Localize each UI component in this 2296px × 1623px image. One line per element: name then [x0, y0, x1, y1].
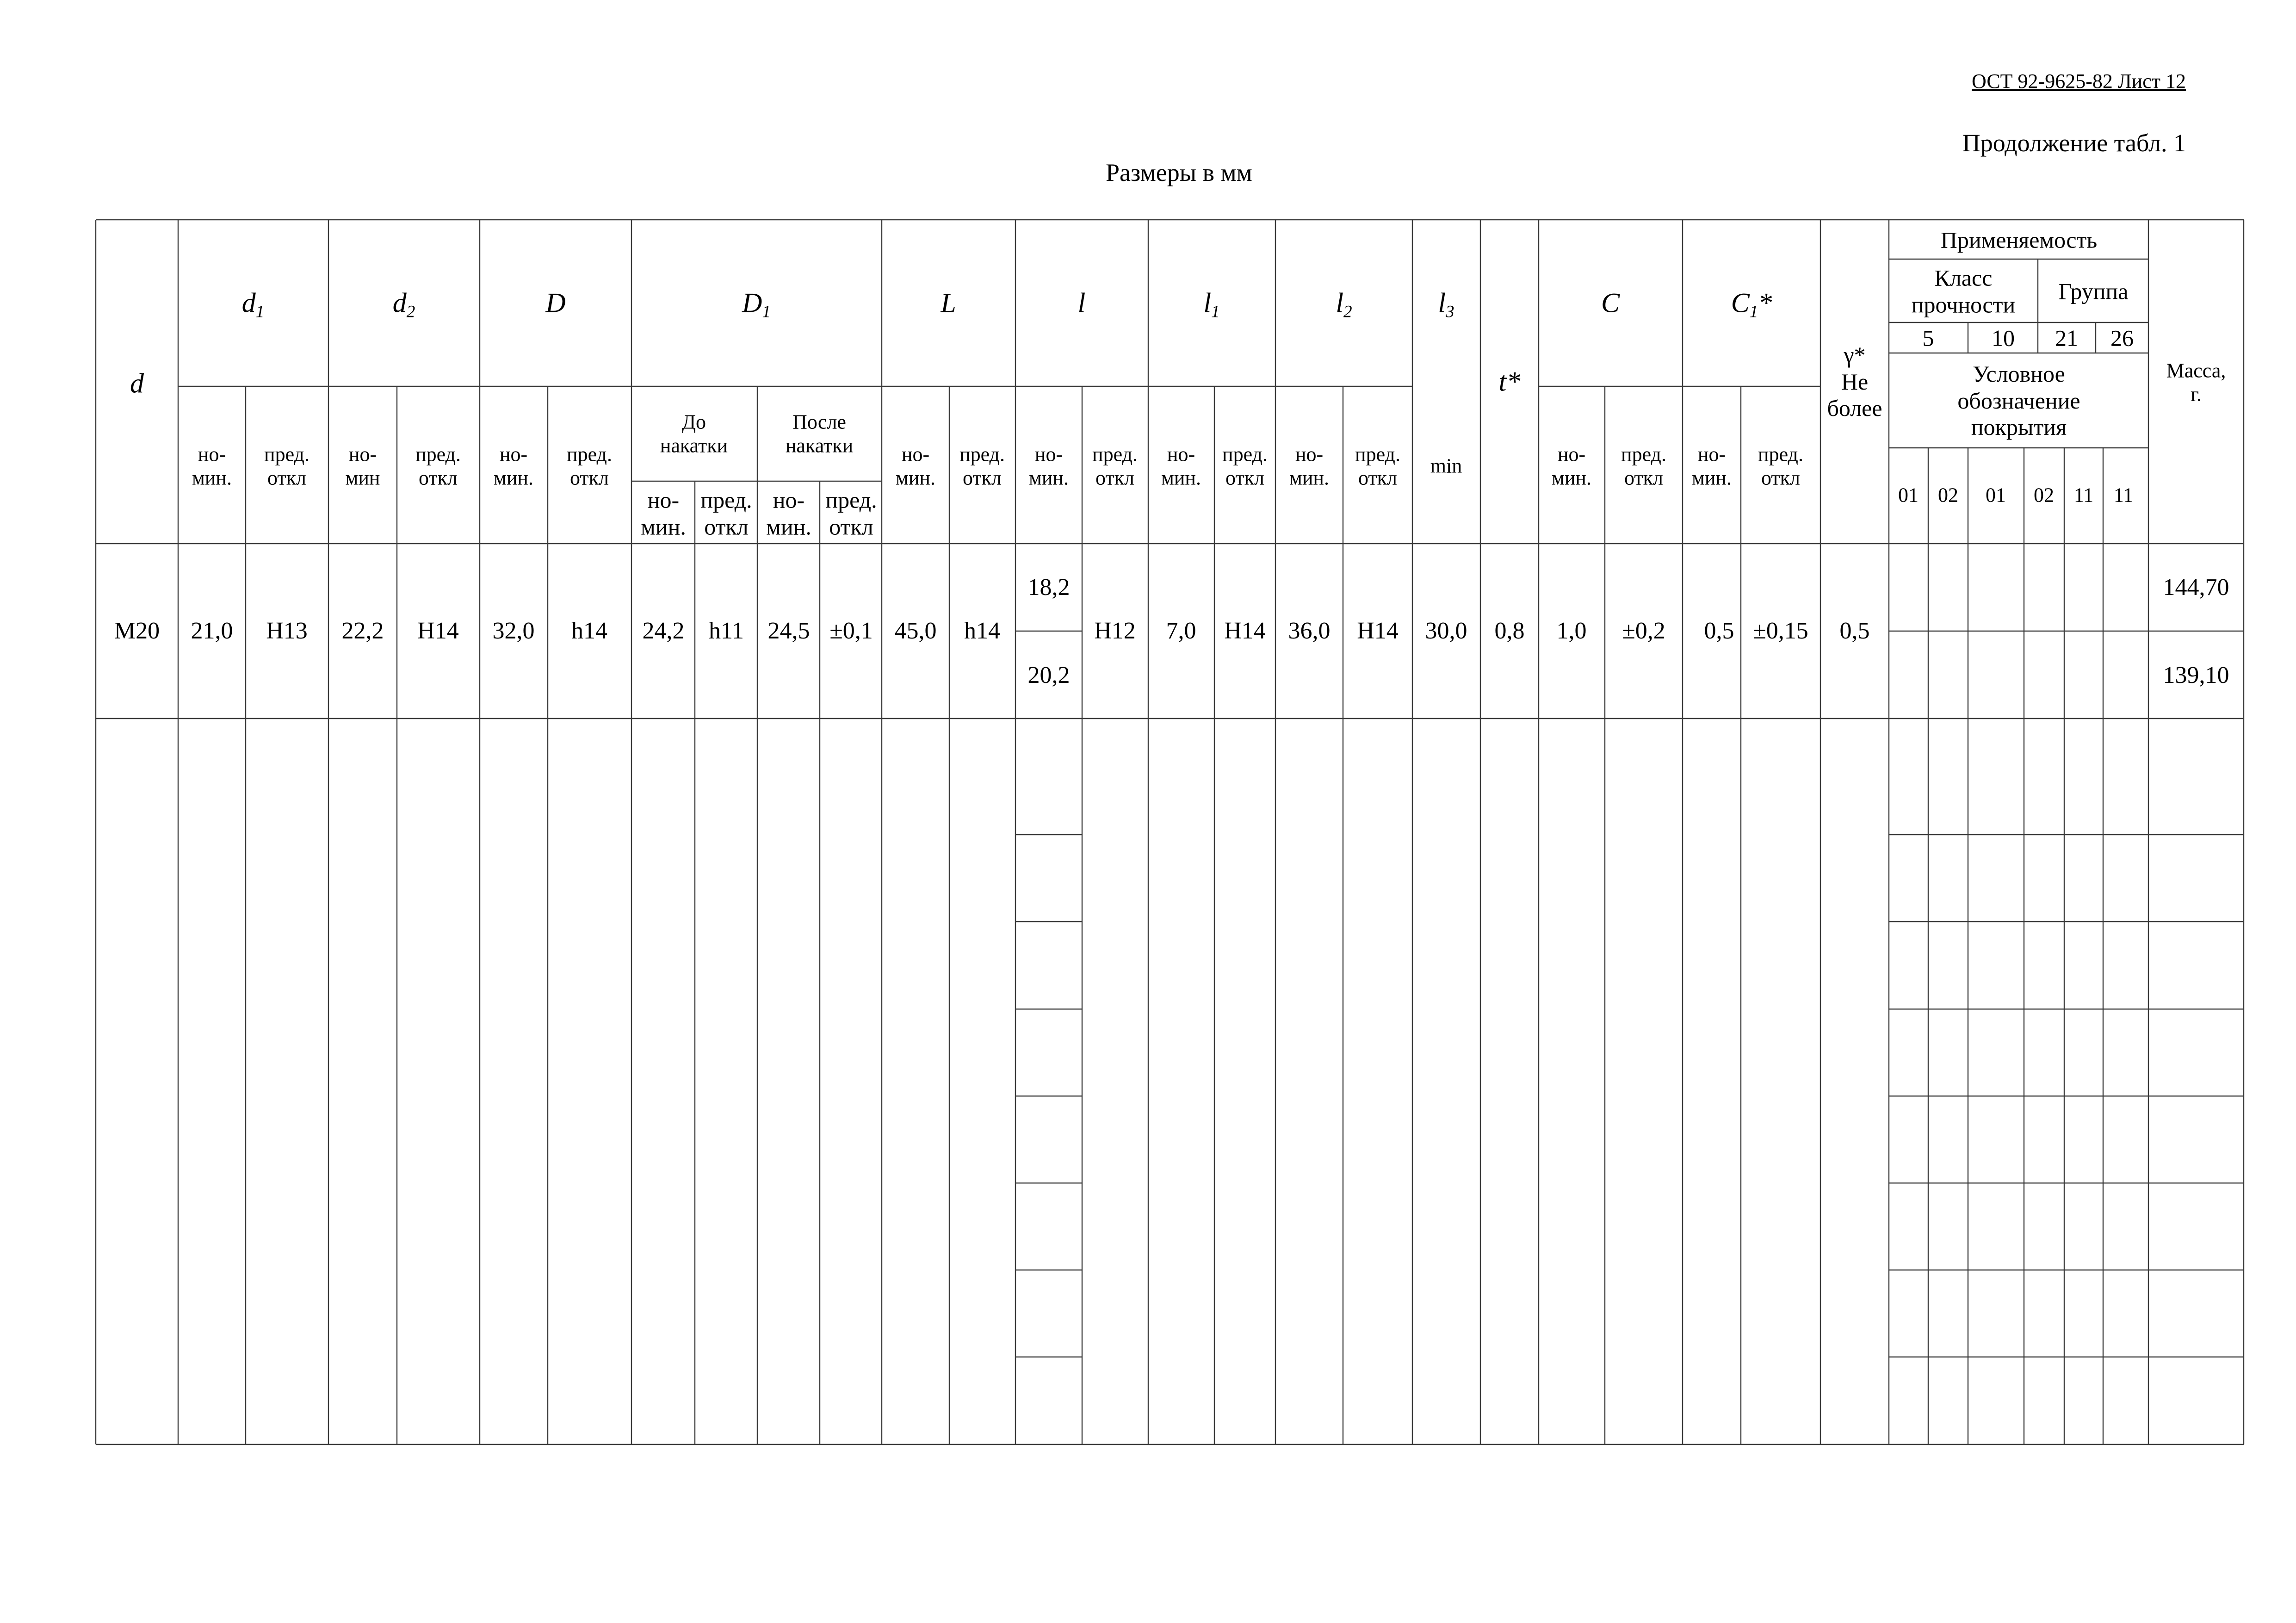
subheader-nominal: но- мин. — [1029, 443, 1069, 489]
column-header-d: d — [130, 368, 144, 399]
cell-l3-min: 30,0 — [1425, 618, 1467, 644]
subheader-tolerance: пред. откл — [700, 487, 752, 539]
table-continuation-label: Продолжение табл. 1 — [1962, 129, 2186, 157]
cell-l1-nominal: 7,0 — [1166, 618, 1196, 644]
cell-D1-before-nominal: 24,2 — [642, 618, 685, 644]
coating-code: 01 — [1986, 483, 2006, 507]
units-label: Размеры в мм — [1106, 159, 1252, 186]
cell-C1-tolerance: ±0,15 — [1753, 618, 1808, 644]
cell-l-tolerance: Н12 — [1094, 618, 1136, 644]
column-header-gamma: γ* Не более — [1827, 341, 1882, 421]
cell-C1-nominal: 0,5 — [1704, 618, 1734, 644]
cell-d2-tolerance: Н14 — [417, 618, 459, 644]
column-header-t: t* — [1498, 366, 1521, 397]
applicability-header: Применяемость — [1940, 227, 2098, 253]
subheader-nominal: но- мин. — [192, 443, 232, 489]
subheader-nominal: но- мин. — [641, 487, 686, 539]
cell-d1-tolerance: Н13 — [266, 618, 308, 644]
mass-header: Масса, г. — [2166, 359, 2226, 405]
subheader-tolerance: пред. откл — [825, 487, 877, 539]
column-header-l3: l3 — [1438, 287, 1454, 322]
subheader-tolerance: пред. откл — [1092, 443, 1138, 489]
coating-header: Условное обозначение покрытия — [1957, 360, 2080, 440]
coating-code: 11 — [2113, 483, 2134, 507]
strength-class-value: 10 — [1992, 325, 2015, 351]
subheader-after-rolling: После накатки — [785, 410, 854, 457]
subheader-tolerance: пред. откл — [264, 443, 309, 489]
cell-l2-tolerance: Н14 — [1357, 618, 1399, 644]
subheader-tolerance: пред. откл — [959, 443, 1005, 489]
cell-L-nominal: 45,0 — [894, 618, 937, 644]
subheader-nominal: но- мин — [345, 443, 380, 489]
column-header-C: C — [1601, 287, 1620, 318]
cell-C-tolerance: ±0,2 — [1622, 618, 1665, 644]
cell-d1-nominal: 21,0 — [191, 618, 233, 644]
cell-L-tolerance: h14 — [964, 618, 1000, 644]
cell-D-tolerance: h14 — [571, 618, 607, 644]
subheader-min: min — [1430, 454, 1462, 477]
subheader-nominal: но- мин. — [896, 443, 935, 489]
subheader-tolerance: пред. откл — [567, 443, 612, 489]
group-header: Группа — [2058, 278, 2129, 304]
subheader-tolerance: пред. откл — [1355, 443, 1400, 489]
column-header-l: l — [1077, 287, 1086, 318]
cell-d2-nominal: 22,2 — [341, 618, 384, 644]
group-value: 26 — [2110, 325, 2134, 351]
strength-class-value: 5 — [1922, 325, 1934, 351]
cell-D1-after-nominal: 24,5 — [767, 618, 810, 644]
subheader-tolerance: пред. откл — [1621, 443, 1666, 489]
coating-code: 02 — [2034, 483, 2054, 507]
column-header-L: L — [941, 287, 956, 318]
strength-class-header: Класс прочности — [1911, 265, 2016, 317]
cell-d: М20 — [114, 618, 160, 644]
cell-l-nominal-1: 18,2 — [1027, 574, 1070, 601]
column-header-l2: l2 — [1336, 287, 1352, 322]
cell-mass-1: 144,70 — [2163, 574, 2229, 601]
cell-D1-after-tolerance: ±0,1 — [829, 618, 873, 644]
column-header-D1: D1 — [742, 287, 771, 322]
column-header-D: D — [545, 287, 566, 318]
cell-C-nominal: 1,0 — [1556, 618, 1587, 644]
coating-code: 11 — [2073, 483, 2094, 507]
coating-code: 01 — [1898, 483, 1918, 507]
subheader-nominal: но- мин. — [1692, 443, 1732, 489]
cell-D1-before-tolerance: h11 — [708, 618, 744, 644]
column-header-l1: l1 — [1203, 287, 1220, 322]
subheader-tolerance: пред. откл — [1758, 443, 1803, 489]
subheader-tolerance: пред. откл — [415, 443, 461, 489]
subheader-tolerance: пред. откл — [1222, 443, 1268, 489]
subheader-nominal: но- мин. — [766, 487, 811, 539]
subheader-nominal: но- мин. — [1161, 443, 1201, 489]
cell-gamma: 0,5 — [1839, 618, 1870, 644]
document-reference: ОСТ 92-9625-82 Лист 12 — [1972, 70, 2186, 93]
subheader-nominal: но- мин. — [494, 443, 533, 489]
cell-mass-2: 139,10 — [2163, 662, 2229, 689]
cell-t: 0,8 — [1494, 618, 1525, 644]
cell-l2-nominal: 36,0 — [1288, 618, 1331, 644]
column-header-C1: C1* — [1731, 287, 1772, 322]
subheader-nominal: но- мин. — [1289, 443, 1329, 489]
cell-l1-tolerance: Н14 — [1224, 618, 1266, 644]
group-value: 21 — [2055, 325, 2078, 351]
column-header-d2: d2 — [392, 287, 415, 322]
subheader-before-rolling: До накатки — [660, 410, 728, 457]
coating-code: 02 — [1938, 483, 1958, 507]
cell-D-nominal: 32,0 — [492, 618, 535, 644]
subheader-nominal: но- мин. — [1552, 443, 1591, 489]
cell-l-nominal-2: 20,2 — [1027, 662, 1070, 689]
column-header-d1: d1 — [241, 287, 265, 322]
